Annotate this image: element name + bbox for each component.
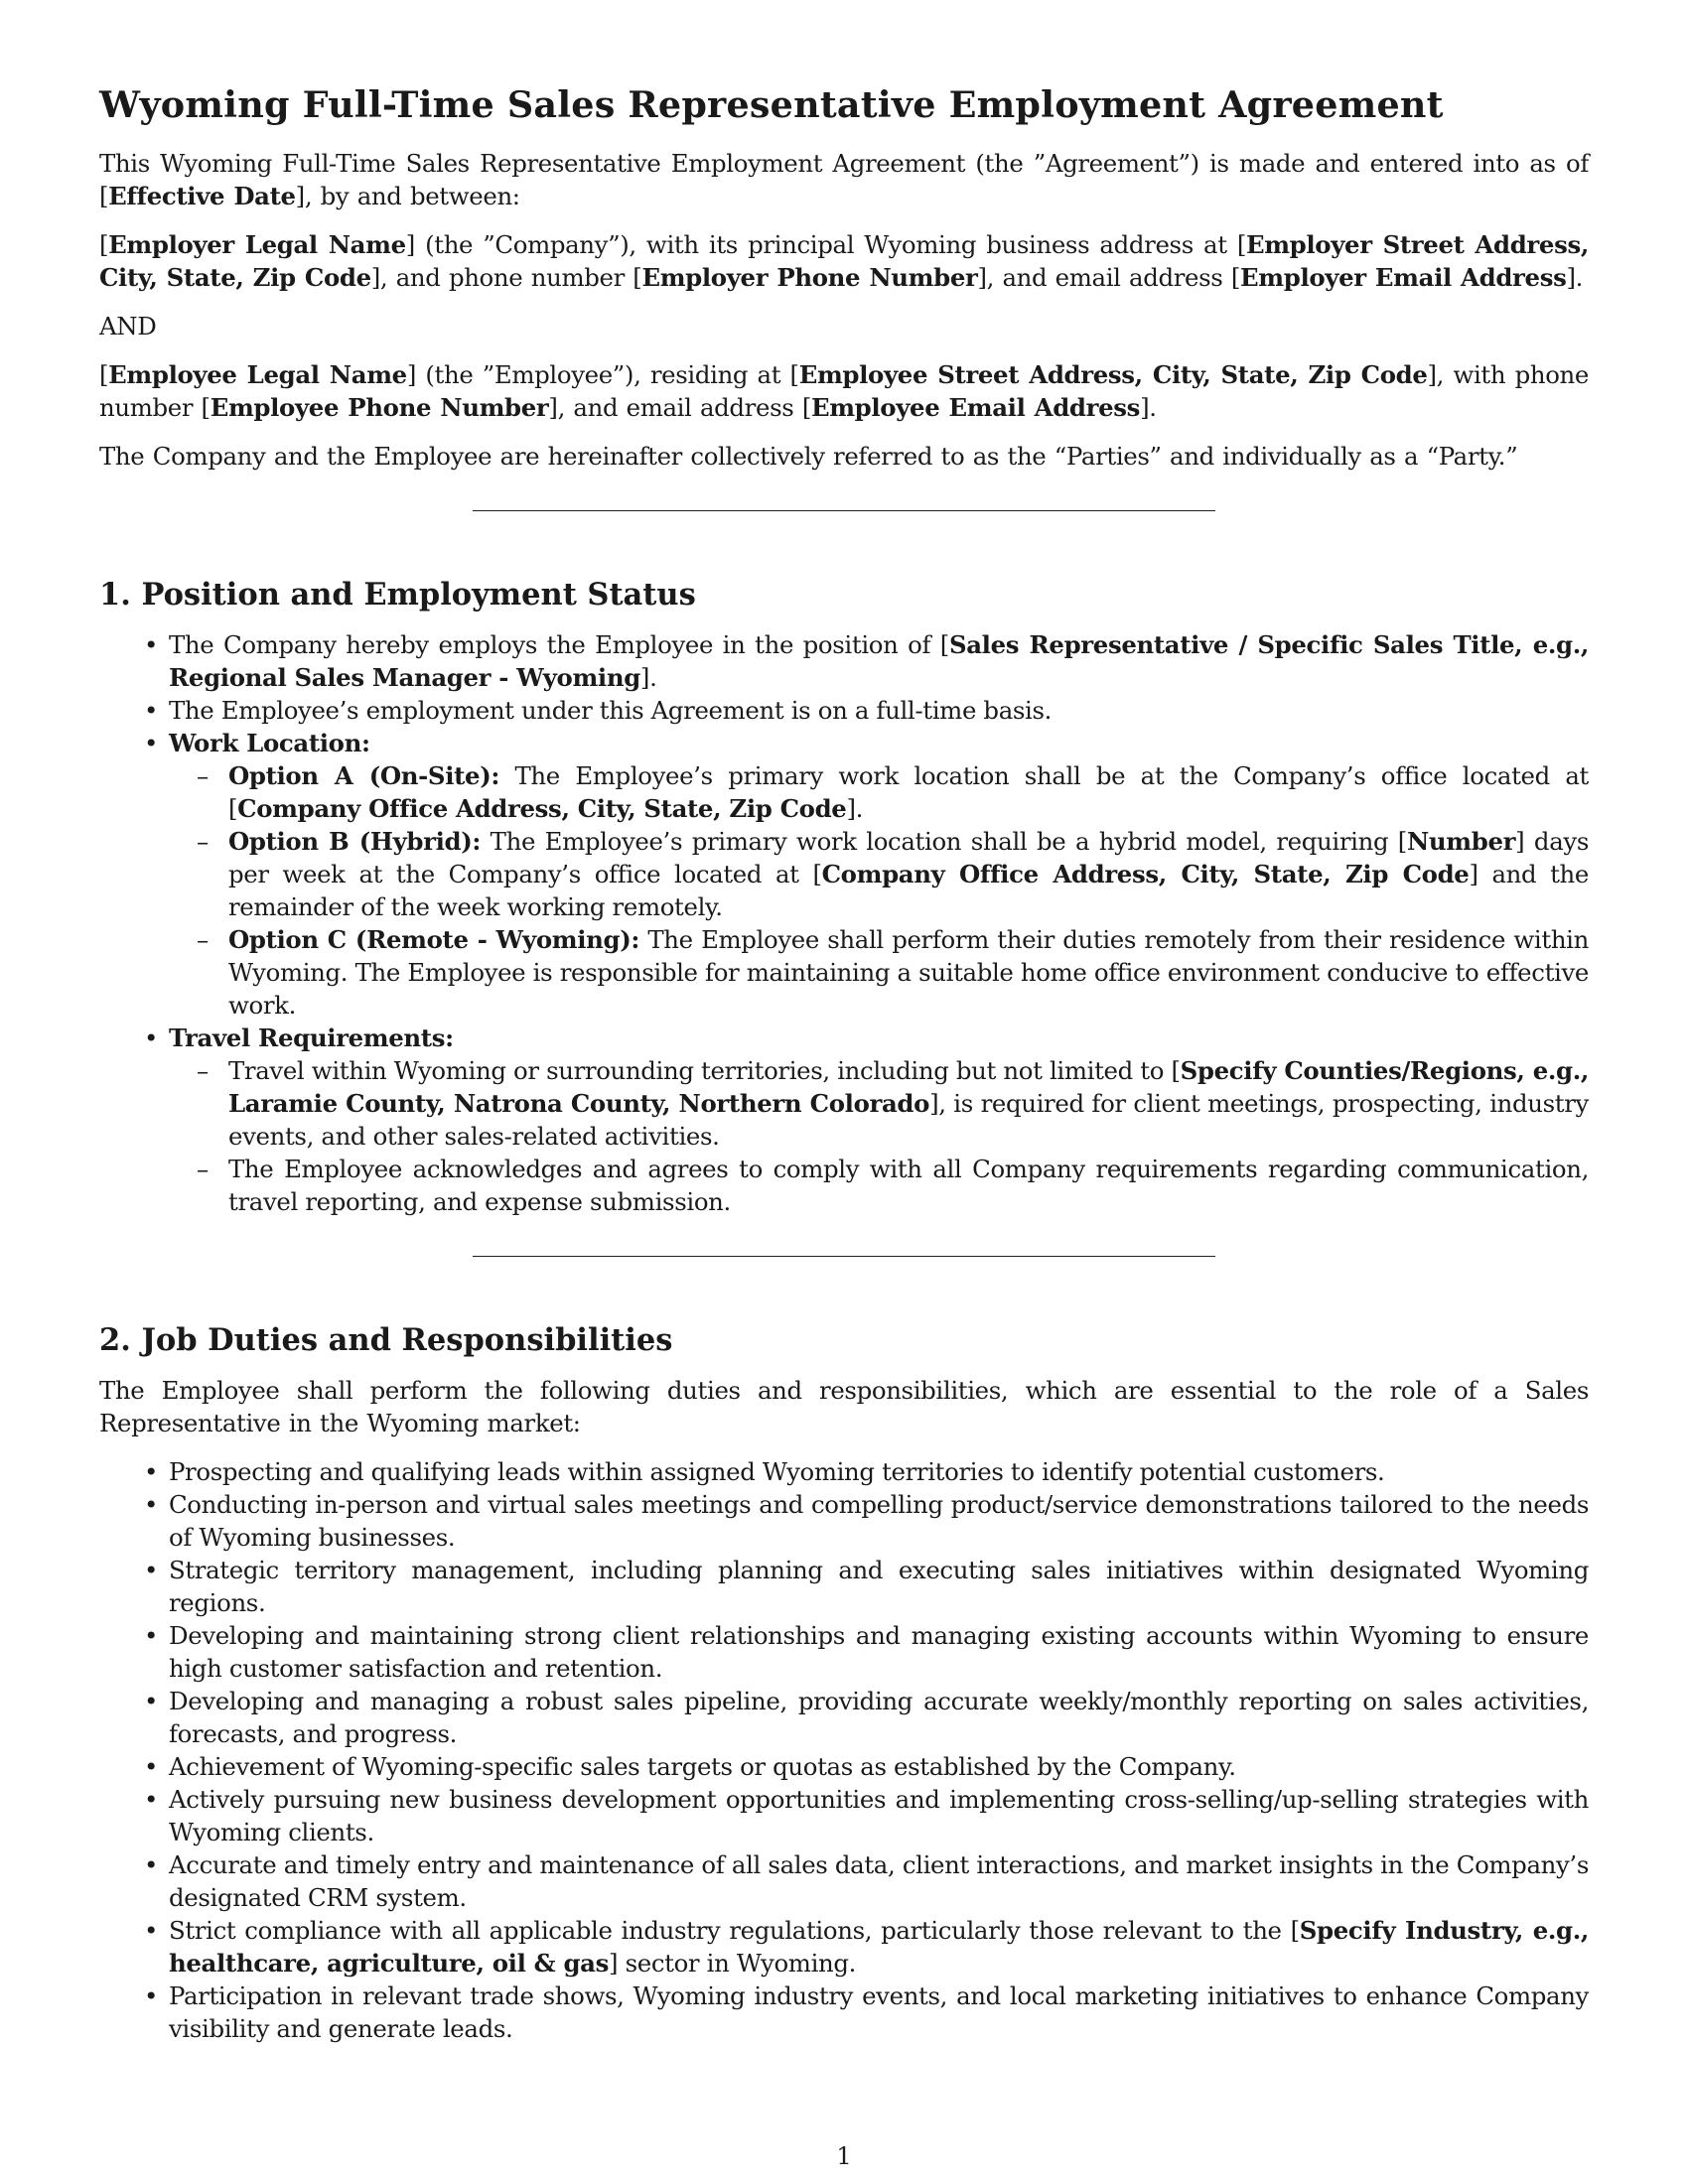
placeholder-office-address: Company Office Address, City, State, Zip Code (821, 860, 1470, 888)
placeholder-employee-email: Employee Email Address (810, 393, 1141, 422)
placeholder-employer-name: Employer Legal Name (108, 230, 406, 259)
travel-item: – Travel within Wyoming or surrounding territories, including but not limited to [Specify Counties/Regions, e.g., Laramie County, Natrona County, Northern Colorado], is required for client meetings, prospecting, industry events, and other sales-related activities. (197, 1056, 1589, 1151)
bullet-icon: • (143, 1785, 159, 1814)
list-item: • Conducting in-person and virtual sales meetings and compelling product/service demonstrations tailored to the needs of Wyoming businesses. (143, 1490, 1589, 1552)
section-2-heading: 2. Job Duties and Responsibilities (99, 1322, 673, 1358)
list-item: • Achievement of Wyoming-specific sales targets or quotas as established by the Company. (143, 1752, 1236, 1781)
list-item-work-location: • Work Location: – Option A (On-Site): The Employee’s primary work location shall be at the Company’s office located at [Company Office Address, City, State, Zip Code]. – Option B (Hybrid): The Employee’s primary work location shall be a hybrid model, requiring [Number] days per week at the Company’s office located at [Company Office Address, City, State, Zip Code] and the remainder of the week working remotely. – Option C (Remote - Wyoming): The Employee shall perform their duties remotely from their residence within Wyoming. The Employee is responsible for maintaining a suitable home office environment conducive to effective work. (143, 729, 1589, 1020)
bullet-icon: • (143, 1490, 159, 1519)
placeholder-employee-phone: Employee Phone Number (210, 393, 549, 422)
placeholder-number: Number (1406, 827, 1516, 856)
list-item: • Developing and managing a robust sales pipeline, providing accurate weekly/monthly reporting on sales activities, forecasts, and progress. (143, 1687, 1589, 1748)
section-2-intro: The Employee shall perform the following duties and responsibilities, which are essential to the role of a Sales Representative in the Wyoming market: (99, 1376, 1589, 1437)
list-item: • The Company hereby employs the Employee in the position of [Sales Representative / Specific Sales Title, e.g., Regional Sales Manager - Wyoming]. (143, 630, 1589, 692)
bullet-icon: • (143, 1850, 159, 1879)
intro-parties: The Company and the Employee are hereinafter collectively referred to as the “Parties” and individually as a “Party.” (99, 442, 1518, 471)
placeholder-regions: Specify Counties/Regions, e.g., Laramie County, Natrona County, Northern Colorado (228, 1056, 1589, 1118)
page-number: 1 (836, 2142, 852, 2170)
dash-icon: – (197, 761, 209, 790)
travel-requirements (169, 1054, 1589, 1218)
bullet-icon: • (143, 1024, 159, 1052)
bullet-icon: • (143, 630, 159, 659)
travel-item: – The Employee acknowledges and agrees to comply with all Company requirements regarding communication, travel reporting, and expense submission. (197, 1155, 1589, 1216)
dash-icon: – (197, 925, 209, 954)
bullet-icon: • (143, 1621, 159, 1650)
option-b: – Option B (Hybrid): The Employee’s primary work location shall be a hybrid model, requiring [Number] days per week at the Company’s office located at [Company Office Address, City, State, Zip Code] and the remainder of the week working remotely. (197, 827, 1589, 921)
placeholder-employee-address: Employee Street Address, City, State, Zip Code (798, 360, 1428, 389)
bullet-icon: • (143, 696, 159, 725)
bullet-icon: • (143, 729, 159, 757)
section-divider (473, 1256, 1215, 1257)
list-item: • The Employee’s employment under this Agreement is on a full-time basis. (143, 696, 1053, 725)
list-item: • Prospecting and qualifying leads within assigned Wyoming territories to identify potential customers. (143, 1457, 1385, 1486)
bullet-icon: • (143, 1556, 159, 1584)
intro-and: AND (99, 312, 157, 341)
dash-icon: – (197, 1056, 209, 1085)
placeholder-office-address: Company Office Address, City, State, Zip Code (237, 794, 847, 823)
option-a: – Option A (On-Site): The Employee’s primary work location shall be at the Company’s office located at [Company Office Address, City, State, Zip Code]. (197, 761, 1589, 823)
bullet-icon: • (143, 1981, 159, 2010)
section-1-list (99, 628, 1589, 1218)
placeholder-industry: Specify Industry, e.g., healthcare, agriculture, oil & gas (169, 1916, 1589, 1978)
bullet-icon: • (143, 1752, 159, 1781)
list-item: • Strategic territory management, including planning and executing sales initiatives within designated Wyoming regions. (143, 1556, 1589, 1617)
work-location-options (169, 759, 1589, 1022)
list-item: • Accurate and timely entry and maintenance of all sales data, client interactions, and market insights in the Company’s designated CRM system. (143, 1850, 1589, 1912)
document-page (99, 81, 1589, 2045)
section-divider (473, 510, 1215, 511)
list-item: • Developing and maintaining strong client relationships and managing existing accounts within Wyoming to ensure high customer satisfaction and retention. (143, 1621, 1589, 1683)
placeholder-position-title: Sales Representative / Specific Sales Title, e.g., Regional Sales Manager - Wyoming (169, 630, 1589, 692)
placeholder-employer-address: Employer Street Address, City, State, Zip Code (99, 230, 1589, 292)
list-item: • Participation in relevant trade shows, Wyoming industry events, and local marketing initiatives to enhance Company visibility and generate leads. (143, 1981, 1589, 2043)
dash-icon: – (197, 827, 209, 856)
intro-paragraph-employer: [Employer Legal Name] (the ”Company”), with its principal Wyoming business address at [Employer Street Address, City, State, Zip Code], and phone number [Employer Phone Number], and email address [Employer Email Address]. (99, 230, 1589, 292)
placeholder-effective-date: Effective Date (108, 182, 296, 210)
placeholder-employee-name: Employee Legal Name (108, 360, 407, 389)
list-item-travel: • Travel Requirements: – Travel within Wyoming or surrounding territories, including but not limited to [Specify Counties/Regions, e.g., Laramie County, Natrona County, Northern Colorado], is required for client meetings, prospecting, industry events, and other sales-related activities. – The Employee acknowledges and agrees to comply with all Company requirements regarding communication, travel reporting, and expense submission. (143, 1024, 1589, 1216)
dash-icon: – (197, 1155, 209, 1183)
duties-list (99, 1455, 1589, 2045)
list-item: • Actively pursuing new business development opportunities and implementing cross-selling/up-selling strategies with Wyoming clients. (143, 1785, 1589, 1846)
bullet-icon: • (143, 1687, 159, 1715)
section-1-heading: 1. Position and Employment Status (99, 577, 696, 613)
document-title: Wyoming Full-Time Sales Representative Employment Agreement (99, 83, 1444, 126)
bullet-icon: • (143, 1457, 159, 1486)
intro-paragraph-1: This Wyoming Full-Time Sales Representative Employment Agreement (the ”Agreement”) is made and entered into as of [Effective Date], by and between: (99, 149, 1589, 210)
list-item: • Strict compliance with all applicable industry regulations, particularly those relevant to the [Specify Industry, e.g., healthcare, agriculture, oil & gas] sector in Wyoming. (143, 1916, 1589, 1978)
placeholder-employer-phone: Employer Phone Number (641, 263, 978, 292)
intro-paragraph-employee: [Employee Legal Name] (the ”Employee”), residing at [Employee Street Address, City, State, Zip Code], with phone number [Employee Phone Number], and email address [Employee Email Address]. (99, 360, 1589, 422)
option-c: – Option C (Remote - Wyoming): The Employee shall perform their duties remotely from their residence within Wyoming. The Employee is responsible for maintaining a suitable home office environment conducive to effective work. (197, 925, 1589, 1020)
bullet-icon: • (143, 1916, 159, 1945)
placeholder-employer-email: Employer Email Address (1240, 263, 1567, 292)
